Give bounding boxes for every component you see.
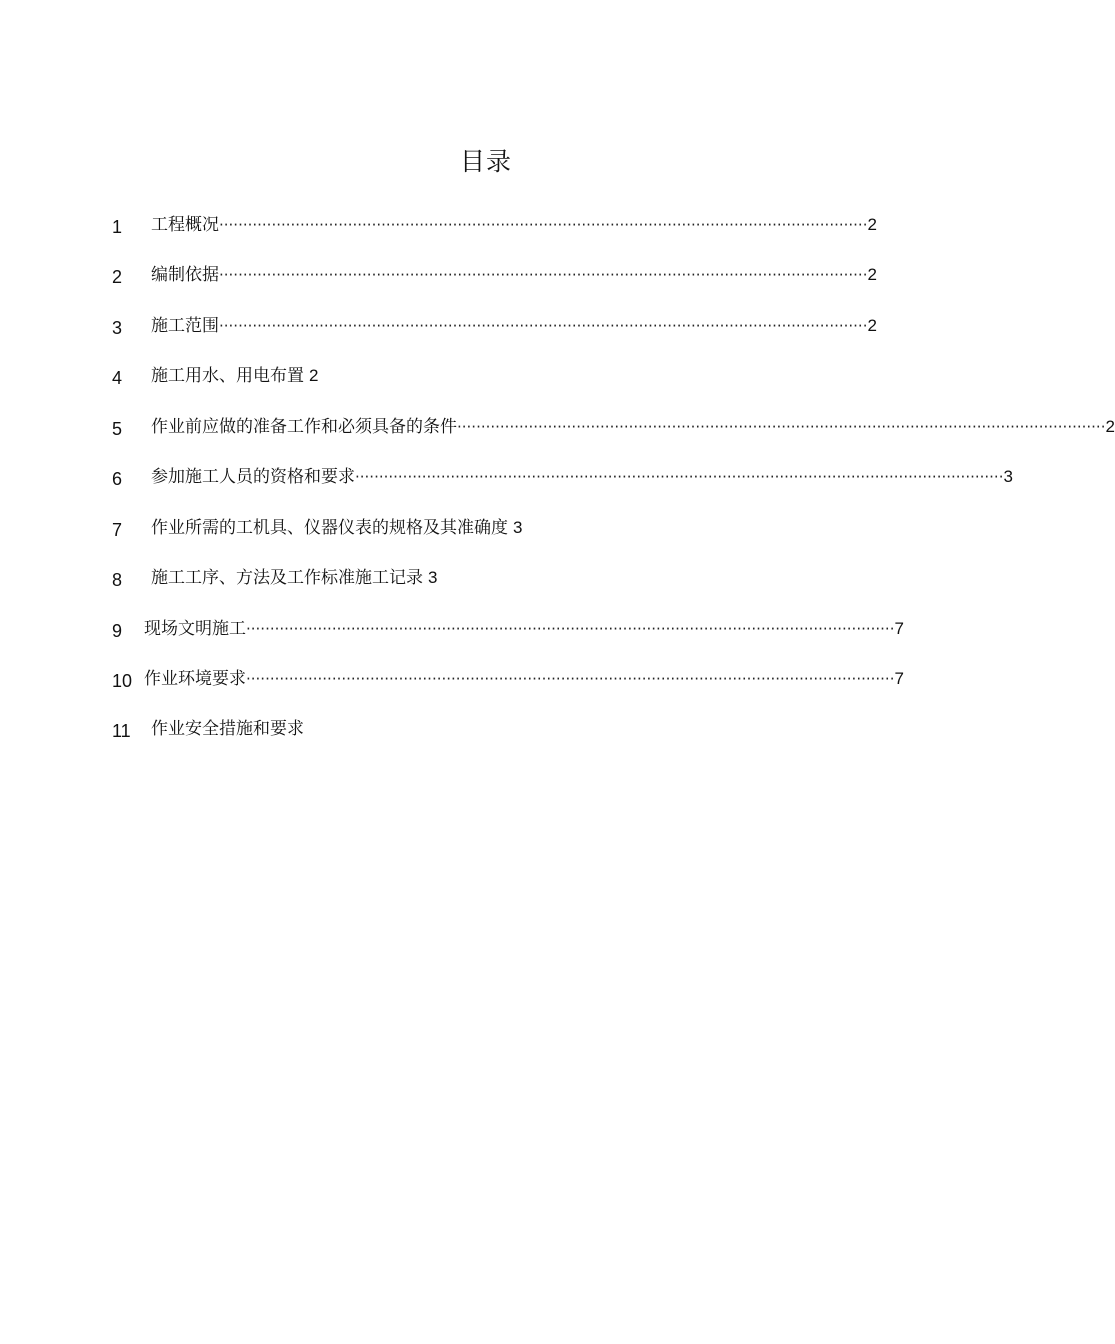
toc-entry-page: 3: [513, 518, 523, 537]
toc-entry-page: 2: [309, 366, 319, 385]
toc-entry-number: 4: [112, 368, 123, 388]
toc-entry-number: 6: [112, 469, 123, 489]
page-title: 目录: [459, 147, 512, 176]
toc-entry-number: 2: [112, 267, 123, 287]
toc-entry[interactable]: [112, 515, 774, 541]
toc-entry-page: 3: [1003, 467, 1013, 486]
toc-entry-label: 施工工序、方法及工作标准施工记录: [151, 568, 423, 588]
toc-entry[interactable]: [112, 565, 774, 591]
toc-entry-number: 7: [112, 520, 123, 540]
toc-entry-page: 3: [428, 568, 438, 587]
toc-entry-label: 编制依据: [151, 265, 219, 285]
dot-leader: ········································································································································: [355, 468, 1004, 486]
toc-entry[interactable]: [112, 212, 877, 238]
toc-entry-page: 2: [867, 215, 877, 234]
toc-entry-number: 3: [112, 318, 123, 338]
toc-entry[interactable]: [112, 716, 774, 742]
dot-leader: ········································································································································: [246, 670, 895, 688]
toc-entry-page: 7: [894, 669, 904, 688]
toc-entry-label: 参加施工人员的资格和要求: [151, 467, 355, 487]
toc-entry-number: 5: [112, 419, 123, 439]
toc-entry-label: 现场文明施工: [144, 619, 246, 639]
toc-entry-page: 2: [867, 265, 877, 284]
toc-entry-label: 工程概况: [151, 215, 219, 235]
toc-entry[interactable]: [112, 666, 904, 692]
toc-entry-page: 2: [1105, 417, 1115, 436]
toc-entry-label: 作业安全措施和要求: [151, 719, 304, 739]
dot-leader: ········································································································································: [457, 418, 1106, 436]
toc-entry-label: 作业所需的工机具、仪器仪表的规格及其准确度: [151, 518, 508, 538]
toc-entry-label: 施工范围: [151, 316, 219, 336]
toc-entry-label: 作业环境要求: [144, 669, 246, 689]
toc-entry[interactable]: [112, 262, 877, 288]
toc-entry-number: 9: [112, 621, 123, 641]
toc-entry-number: 8: [112, 570, 123, 590]
toc-entry-number: 11: [112, 721, 131, 741]
dot-leader: ········································································································································: [219, 216, 868, 234]
toc-entry-label: 作业前应做的准备工作和必须具备的条件: [151, 417, 457, 437]
toc-entry-number: 10: [112, 671, 133, 691]
toc-entry-number: 1: [112, 217, 123, 237]
toc-entry[interactable]: [112, 363, 774, 389]
toc-entry-label: 施工用水、用电布置: [151, 366, 304, 386]
toc-entry-page: 2: [867, 316, 877, 335]
toc-entry[interactable]: [112, 313, 877, 339]
toc-entry[interactable]: [112, 464, 1013, 490]
dot-leader: ········································································································································: [219, 266, 868, 284]
toc-entry[interactable]: [112, 414, 1115, 440]
dot-leader: ········································································································································: [219, 317, 868, 335]
dot-leader: ········································································································································: [246, 620, 895, 638]
toc-entry-page: 7: [894, 619, 904, 638]
toc-entry[interactable]: [112, 616, 904, 642]
